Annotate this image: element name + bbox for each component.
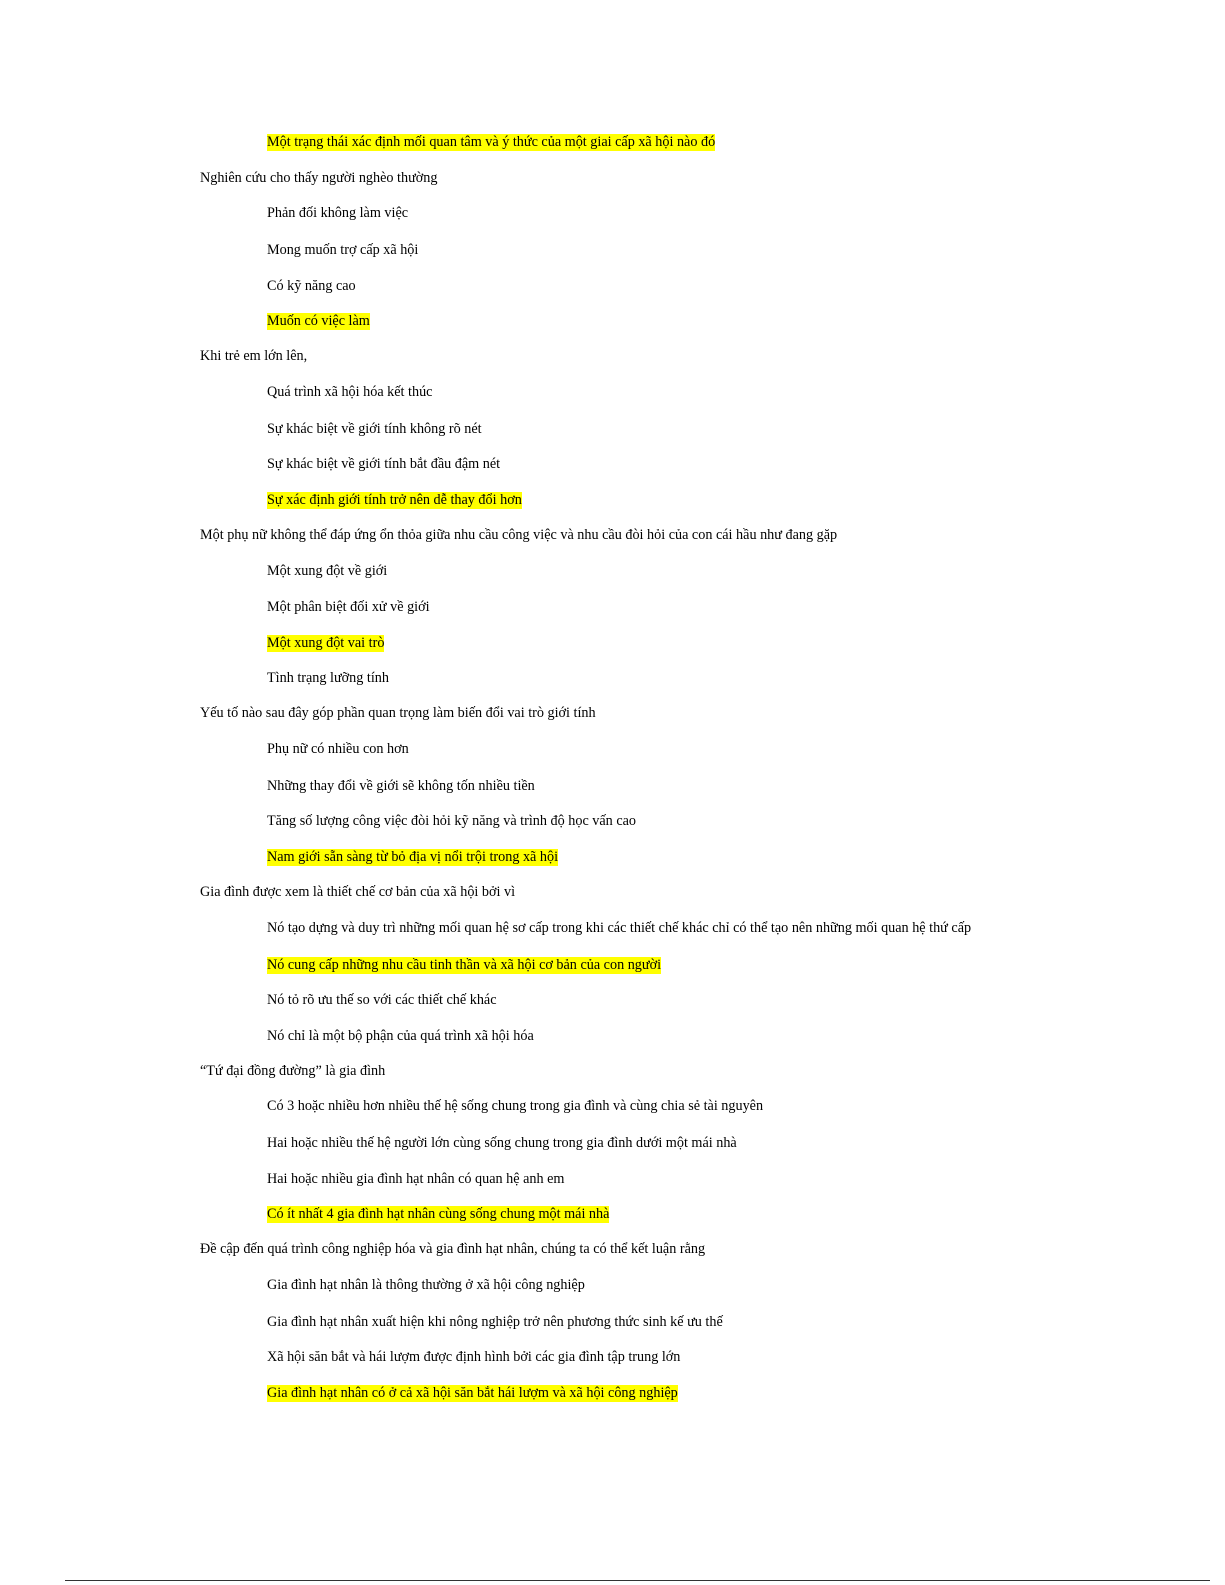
question-text: Đề cập đến quá trình công nghiệp hóa và gia đình hạt nhân, chúng ta có thể kết luận rằng <box>200 1241 706 1257</box>
answer-option: Mong muốn trợ cấp xã hội <box>267 242 419 258</box>
answer-option: Nó chỉ là một bộ phận của quá trình xã hội hóa <box>267 1028 534 1044</box>
question-text: Một phụ nữ không thể đáp ứng ổn thỏa giữa nhu cầu công việc và nhu cầu đòi hỏi của con cái hầu như đang gặp <box>200 527 838 543</box>
answer-option-highlighted: Muốn có việc làm <box>267 313 370 329</box>
question-text: Yếu tố nào sau đây góp phần quan trọng làm biến đổi vai trò giới tính <box>200 705 596 721</box>
answer-option: Xã hội săn bắt và hái lượm được định hình bởi các gia đình tập trung lớn <box>267 1349 681 1365</box>
answer-option: Quá trình xã hội hóa kết thúc <box>267 384 433 400</box>
answer-option: Một xung đột về giới <box>267 563 388 579</box>
answer-option-highlighted: Sự xác định giới tính trở nên dễ thay đổi hơn <box>267 492 522 508</box>
answer-option: Hai hoặc nhiều thế hệ người lớn cùng sống chung trong gia đình dưới một mái nhà <box>267 1135 737 1151</box>
page-bottom-rule <box>65 1580 1210 1581</box>
answer-option: Gia đình hạt nhân xuất hiện khi nông nghiệp trở nên phương thức sinh kế ưu thế <box>267 1314 723 1330</box>
answer-option: Sự khác biệt về giới tính không rõ nét <box>267 421 482 437</box>
answer-option: Nó tỏ rõ ưu thế so với các thiết chế khác <box>267 992 497 1008</box>
answer-option: Tình trạng lưỡng tính <box>267 670 389 686</box>
answer-option: Hai hoặc nhiều gia đình hạt nhân có quan hệ anh em <box>267 1171 565 1187</box>
question-text: “Tứ đại đồng đường” là gia đình <box>200 1063 386 1079</box>
answer-option: Phản đối không làm việc <box>267 205 409 221</box>
answer-option-highlighted: Một trạng thái xác định mối quan tâm và ý thức của một giai cấp xã hội nào đó <box>267 134 716 150</box>
question-text: Gia đình được xem là thiết chế cơ bản của xã hội bởi vì <box>200 884 516 900</box>
answer-option-highlighted: Nó cung cấp những nhu cầu tinh thần và xã hội cơ bản của con người <box>267 957 662 973</box>
answer-option: Nó tạo dựng và duy trì những mối quan hệ sơ cấp trong khi các thiết chế khác chỉ có thể tạo nên những mối quan hệ thứ cấp <box>267 920 972 936</box>
answer-option: Tăng số lượng công việc đòi hỏi kỹ năng và trình độ học vấn cao <box>267 813 637 829</box>
answer-option-highlighted: Một xung đột vai trò <box>267 635 385 651</box>
question-text: Khi trẻ em lớn lên, <box>200 348 308 364</box>
answer-option: Một phân biệt đối xử về giới <box>267 599 430 615</box>
answer-option: Có kỹ năng cao <box>267 278 356 294</box>
answer-option: Có 3 hoặc nhiều hơn nhiều thế hệ sống chung trong gia đình và cùng chia sẻ tài nguyên <box>267 1098 764 1114</box>
answer-option: Phụ nữ có nhiều con hơn <box>267 741 409 757</box>
answer-option: Sự khác biệt về giới tính bắt đầu đậm nét <box>267 456 501 472</box>
answer-option: Những thay đổi về giới sẽ không tốn nhiều tiền <box>267 778 535 794</box>
answer-option: Gia đình hạt nhân là thông thường ở xã hội công nghiệp <box>267 1277 585 1293</box>
answer-option-highlighted: Nam giới sẵn sàng từ bỏ địa vị nổi trội trong xã hội <box>267 849 559 865</box>
question-text: Nghiên cứu cho thấy người nghèo thường <box>200 170 438 186</box>
answer-option-highlighted: Có ít nhất 4 gia đình hạt nhân cùng sống chung một mái nhà <box>267 1206 610 1222</box>
answer-option-highlighted: Gia đình hạt nhân có ở cả xã hội săn bắt hái lượm và xã hội công nghiệp <box>267 1385 678 1401</box>
